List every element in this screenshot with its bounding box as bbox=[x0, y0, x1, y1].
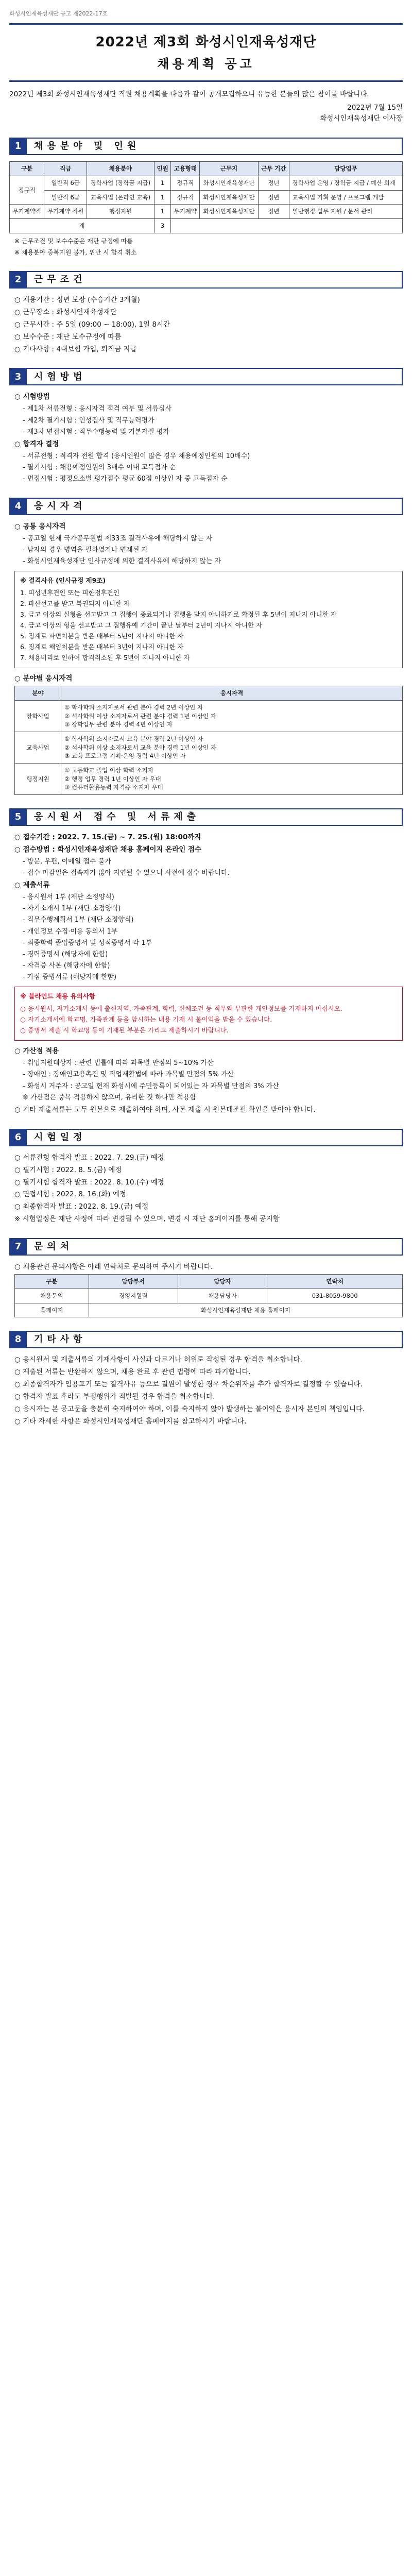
table-header: 분야 bbox=[15, 686, 61, 701]
content-line: ○ 채용기간 : 정년 보장 (수습기간 3개월) bbox=[14, 295, 140, 304]
table-header: 구분 bbox=[10, 162, 44, 176]
section-title: 응시자격 bbox=[27, 498, 403, 515]
section-number: 4 bbox=[9, 498, 27, 515]
table-cell: 무기계약 bbox=[171, 205, 200, 219]
contact-table bbox=[14, 1274, 403, 1317]
box-line: 1. 피성년후견인 또는 피한정후견인 bbox=[20, 589, 119, 597]
content-subline: - 접수 마감일은 접속자가 많아 지연될 수 있으니 사전에 접수 바랍니다. bbox=[23, 869, 230, 877]
content-subline: - 화성시인재육성재단 인사규정에 의한 결격사유에 해당하지 않는 자 bbox=[23, 557, 221, 566]
table-cell: 장학사업 (장학금 지급) bbox=[87, 176, 154, 190]
content-line: ○ 제출서류 bbox=[14, 881, 50, 890]
content-subline: - 개인정보 수집·이용 동의서 1부 bbox=[23, 927, 118, 936]
content-subline: - 자기소개서 1부 (재단 소정양식) bbox=[23, 905, 121, 913]
box-line: 6. 징계로 해임처분을 받은 때부터 3년이 지나지 아니한 자 bbox=[20, 643, 184, 651]
box-line: 7. 채용비리로 인하여 합격취소된 후 5년이 지나지 아니한 자 bbox=[20, 654, 190, 662]
content-line: ○ 근무장소 : 화성시인재육성재단 bbox=[14, 308, 117, 316]
content-line: ○ 시험방법 bbox=[14, 393, 50, 401]
content-subline: - 공고일 현재 국가공무원법 제33조 결격사유에 해당하지 않는 자 bbox=[23, 535, 213, 543]
recruitment-table bbox=[9, 161, 403, 233]
section-title: 근무조건 bbox=[27, 271, 403, 289]
section-2-header bbox=[9, 271, 403, 289]
section-title: 문의처 bbox=[27, 1238, 403, 1256]
content-subline: - 최종학력 졸업증명서 및 성적증명서 각 1부 bbox=[23, 939, 152, 947]
box-line: ○ 증명서 제출 시 학교명 등이 기재된 부분은 가리고 제출하시기 바랍니다. bbox=[20, 1026, 229, 1035]
table-cell: 1 bbox=[154, 205, 171, 219]
section-number: 1 bbox=[9, 138, 27, 155]
box-line: 2. 파산선고를 받고 복권되지 아니한 자 bbox=[20, 600, 130, 608]
table-cell: 행정지원 bbox=[87, 205, 154, 219]
content-subline: - 서류전형 : 적격자 전원 합격 (응시인원이 많은 경우 채용예정인원의 10배수) bbox=[23, 452, 250, 460]
section-3-header bbox=[9, 368, 403, 385]
section-number: 5 bbox=[9, 808, 27, 826]
content-subline: - 취업지원대상자 : 관련 법률에 따라 과목별 만점의 5~10% 가산 bbox=[23, 1059, 214, 1067]
section-7-header bbox=[9, 1238, 403, 1256]
table-cell: 1 bbox=[154, 176, 171, 190]
content-subline: - 직무수행계획서 1부 (재단 소정양식) bbox=[23, 916, 134, 924]
content-line: ○ 제출된 서류는 반환하지 않으며, 채용 완료 후 관련 법령에 따라 파기합니다. bbox=[14, 1368, 251, 1377]
content-line: ○ 기타사항 : 4대보험 가입, 퇴직금 지급 bbox=[14, 345, 137, 353]
table-cell: 정규직 bbox=[171, 190, 200, 205]
table-row bbox=[10, 176, 403, 190]
section-1-header bbox=[9, 138, 403, 155]
table-cell: 화성시인재육성재단 bbox=[200, 205, 259, 219]
box-title: ※ 블라인드 채용 유의사항 bbox=[20, 992, 95, 1001]
content-line: ○ 접수방법 : 화성시인재육성재단 채용 홈페이지 온라인 접수 bbox=[14, 845, 202, 854]
content-line: ○ 공통 응시자격 bbox=[14, 522, 66, 531]
content-line: ○ 서류전형 합격자 발표 : 2022. 7. 29.(금) 예정 bbox=[14, 1153, 164, 1162]
table-row bbox=[15, 1289, 403, 1303]
announcement-number: 화성시인재육성재단 공고 제2022-17호 bbox=[9, 10, 108, 17]
page-subtitle: 채용계획 공고 bbox=[157, 57, 255, 72]
section-6-header bbox=[9, 1129, 403, 1146]
table-header: 연락처 bbox=[267, 1275, 403, 1289]
content-line: ○ 필기시험 합격자 발표 : 2022. 8. 10.(수) 예정 bbox=[14, 1178, 164, 1187]
table-cell: 교육사업 (온라인 교육) bbox=[87, 190, 154, 205]
table-cell: 정규직 bbox=[10, 176, 44, 204]
box-line: 3. 금고 이상의 실형을 선고받고 그 집행이 종료되거나 집행을 받지 아니하기로 확정된 후 5년이 지나지 아니한 자 bbox=[20, 611, 337, 619]
section-number: 6 bbox=[9, 1129, 27, 1146]
content-subline: - 장애인 : 장애인고용촉진 및 직업재활법에 따라 과목별 만점의 5% 가산 bbox=[23, 1071, 234, 1079]
table-cell: ① 학사학위 소지자로서 관련 분야 경력 2년 이상인 자 ② 석사학위 이상 소지자로서 관련 분야 경력 1년 이상인 자 ③ 장학업무 관련 분야 경력 4년 이상인 자 bbox=[61, 701, 403, 732]
table-cell: 경영지원팀 bbox=[89, 1289, 178, 1303]
table-cell: 장학사업 bbox=[15, 701, 61, 732]
table-cell: 정년 bbox=[258, 176, 289, 190]
table-header: 담당부서 bbox=[89, 1275, 178, 1289]
table-row bbox=[10, 190, 403, 205]
content-line: ○ 분야별 응시자격 bbox=[14, 674, 73, 683]
content-subline: - 제1차 서류전형 : 응시자격 적격 여부 및 서류심사 bbox=[23, 405, 172, 413]
content-subline: - 제2차 필기시험 : 인성검사 및 직무능력평가 bbox=[23, 416, 154, 425]
title-block bbox=[9, 23, 403, 81]
content-line: ○ 가산점 적용 bbox=[14, 1047, 59, 1056]
table-header: 근무 기간 bbox=[258, 162, 289, 176]
content-line: ○ 기타 제출서류는 모두 원본으로 제출하여야 하며, 사본 제출 시 원본대조필 확인을 받아야 합니다. bbox=[14, 1105, 316, 1114]
blind-hiring-box bbox=[14, 987, 403, 1041]
table-cell: 채용담당자 bbox=[178, 1289, 267, 1303]
section-number: 2 bbox=[9, 271, 27, 289]
content-subline: - 남자의 경우 병역을 필하였거나 면제된 자 bbox=[23, 546, 148, 554]
section-5-header bbox=[9, 808, 403, 826]
table-cell: 화성시인재육성재단 bbox=[200, 190, 259, 205]
content-subline: - 제3차 면접시험 : 직무수행능력 및 기본자질 평가 bbox=[23, 428, 169, 436]
table-header: 직급 bbox=[44, 162, 87, 176]
box-line: 5. 징계로 파면처분을 받은 때부터 5년이 지나지 아니한 자 bbox=[20, 632, 184, 640]
table-cell: 정규직 bbox=[171, 176, 200, 190]
section-note: ※ 채용분야 중복지원 불가, 위반 시 합격 취소 bbox=[14, 249, 137, 257]
table-header: 근무지 bbox=[200, 162, 259, 176]
section-title: 시험방법 bbox=[27, 368, 403, 385]
content-line: ○ 기타 자세한 사항은 화성시인재육성재단 홈페이지를 참고하시기 바랍니다. bbox=[14, 1417, 247, 1426]
section-number: 3 bbox=[9, 368, 27, 385]
section-title: 채용분야 및 인원 bbox=[27, 138, 403, 155]
content-subline: - 자격증 사본 (해당자에 한함) bbox=[23, 962, 110, 970]
table-header: 담당업무 bbox=[289, 162, 402, 176]
table-header: 담당자 bbox=[178, 1275, 267, 1289]
intro-text: 2022년 제3회 화성시인재육성재단 직원 채용계획을 다음과 같이 공개모집하오니 유능한 분들의 많은 참여를 바랍니다. bbox=[9, 90, 369, 98]
box-title: ※ 결격사유 (인사규정 제9조) bbox=[20, 577, 106, 585]
table-total-row bbox=[10, 218, 403, 233]
table-cell: 교육사업 기획 운영 / 프로그램 개발 bbox=[289, 190, 402, 205]
box-line: ○ 자기소개서에 학교명, 가족관계 등을 암시하는 내용 기재 시 불이익을 받을 수 있습니다. bbox=[20, 1015, 272, 1024]
table-header: 응시자격 bbox=[61, 686, 403, 701]
qualification-table bbox=[14, 686, 403, 795]
content-line: ○ 응시원서 및 제출서류의 기재사항이 사실과 다르거나 허위로 작성된 경우 합격을 취소합니다. bbox=[14, 1355, 302, 1364]
table-header: 고용형태 bbox=[171, 162, 200, 176]
content-line: ○ 응시자는 본 공고문을 충분히 숙지하여야 하며, 이를 숙지하지 않아 발생하는 불이익은 응시자 본인의 책임입니다. bbox=[14, 1404, 365, 1413]
table-row bbox=[15, 732, 403, 764]
table-row bbox=[15, 1303, 403, 1317]
content-line: ○ 필기시험 : 2022. 8. 5.(금) 예정 bbox=[14, 1165, 122, 1174]
content-subline: - 경력증명서 (해당자에 한함) bbox=[23, 950, 108, 958]
page-title: 2022년 제3회 화성시인재육성재단 bbox=[95, 35, 317, 50]
content-line: ○ 합격자 결정 bbox=[14, 439, 59, 448]
content-subline: - 응시원서 1부 (재단 소정양식) bbox=[23, 893, 114, 902]
table-header: 채용분야 bbox=[87, 162, 154, 176]
date-and-organization: 2022년 7월 15일 화성시인재육성재단 이사장 bbox=[320, 104, 403, 123]
content-subline: - 화성시 거주자 : 공고일 현재 화성시에 주민등록이 되어있는 자 과목별 만점의 3% 가산 bbox=[23, 1082, 279, 1090]
table-cell: 정년 bbox=[258, 205, 289, 219]
section-note: ※ 근무조건 및 보수수준은 재단 규정에 따름 bbox=[14, 237, 133, 245]
content-line: ○ 보수수준 : 재단 보수규정에 따름 bbox=[14, 332, 122, 341]
section-title: 응시원서 접수 및 서류제출 bbox=[27, 808, 403, 826]
content-line: ○ 채용관련 문의사항은 아래 연락처로 문의하여 주시기 바랍니다. bbox=[14, 1263, 213, 1272]
table-cell: 정년 bbox=[258, 190, 289, 205]
table-cell: ① 학사학위 소지자로서 교육 분야 경력 2년 이상인 자 ② 석사학위 이상 소지자로서 교육 분야 경력 1년 이상인 자 ③ 교육 프로그램 기획·운영 경력 4년 이상인 자 bbox=[61, 732, 403, 764]
content-subline: - 면접시험 : 평정요소별 평가점수 평균 60점 이상인 자 중 고득점자 순 bbox=[23, 475, 228, 483]
table-cell: 교육사업 bbox=[15, 732, 61, 764]
table-cell: ① 고등학교 졸업 이상 학력 소지자 ② 행정 업무 경력 1년 이상인 자 우대 ③ 컴퓨터활용능력 자격증 소지자 우대 bbox=[61, 764, 403, 795]
content-subline: ※ 가산점은 중복 적용하지 않으며, 유리한 것 하나만 적용함 bbox=[23, 1093, 196, 1101]
content-line: ○ 면접시험 : 2022. 8. 16.(화) 예정 bbox=[14, 1190, 126, 1199]
table-cell: 장학사업 운영 / 장학금 지급 / 예산 회계 bbox=[289, 176, 402, 190]
table-cell: 무기계약직 bbox=[10, 205, 44, 219]
table-cell: 일반직 6급 bbox=[44, 190, 87, 205]
content-line: ○ 합격자 발표 후라도 부정행위가 적발될 경우 합격을 취소합니다. bbox=[14, 1392, 215, 1401]
total-count: 3 bbox=[154, 218, 171, 233]
section-title: 기타사항 bbox=[27, 1331, 403, 1348]
section-number: 8 bbox=[9, 1331, 27, 1348]
content-subline: - 필기시험 : 채용예정인원의 3배수 이내 고득점자 순 bbox=[23, 463, 176, 471]
homepage-link[interactable]: 화성시인재육성재단 채용 홈페이지 bbox=[89, 1303, 402, 1317]
table-cell: 무기계약 직원 bbox=[44, 205, 87, 219]
table-cell: 일반행정 업무 지원 / 문서 관리 bbox=[289, 205, 402, 219]
content-line: ※ 시험일정은 재단 사정에 따라 변경될 수 있으며, 변경 시 재단 홈페이지를 통해 공지함 bbox=[14, 1215, 280, 1224]
table-header: 구분 bbox=[15, 1275, 89, 1289]
section-8-header bbox=[9, 1331, 403, 1348]
box-line: 4. 금고 이상의 형을 선고받고 그 집행유예 기간이 끝난 날부터 2년이 지나지 아니한 자 bbox=[20, 621, 263, 630]
table-cell: 행정지원 bbox=[15, 764, 61, 795]
section-number: 7 bbox=[9, 1238, 27, 1256]
table-cell: 채용문의 bbox=[15, 1289, 89, 1303]
content-line: ○ 최종합격자가 임용포기 또는 결격사유 등으로 결원이 발생한 경우 차순위자를 추가 합격자로 결정할 수 있습니다. bbox=[14, 1380, 363, 1389]
disqualification-box bbox=[14, 571, 403, 668]
total-label: 계 bbox=[10, 218, 154, 233]
table-row bbox=[15, 701, 403, 732]
table-row bbox=[10, 205, 403, 219]
table-cell: 일반직 6급 bbox=[44, 176, 87, 190]
table-cell bbox=[171, 218, 403, 233]
table-cell: 화성시인재육성재단 bbox=[200, 176, 259, 190]
content-subline: - 방문, 우편, 이메일 접수 불가 bbox=[23, 857, 111, 866]
content-subline: - 가점 증빙서류 (해당자에 한함) bbox=[23, 973, 117, 981]
content-line: ○ 최종합격자 발표 : 2022. 8. 19.(금) 예정 bbox=[14, 1202, 149, 1211]
table-row bbox=[15, 764, 403, 795]
table-cell: 1 bbox=[154, 190, 171, 205]
content-line: ○ 접수기간 : 2022. 7. 15.(금) ~ 7. 25.(월) 18:00까지 bbox=[14, 833, 201, 842]
section-title: 시험일정 bbox=[27, 1129, 403, 1146]
table-cell: 031-8059-9800 bbox=[267, 1289, 403, 1303]
box-line: ○ 응시원서, 자기소개서 등에 출신지역, 가족관계, 학력, 신체조건 등 직무와 무관한 개인정보를 기재하지 마십시오. bbox=[20, 1005, 342, 1013]
content-line: ○ 근무시간 : 주 5일 (09:00 ~ 18:00), 1일 8시간 bbox=[14, 320, 170, 329]
table-header: 인원 bbox=[154, 162, 171, 176]
section-4-header bbox=[9, 498, 403, 515]
table-cell: 홈페이지 bbox=[15, 1303, 89, 1317]
